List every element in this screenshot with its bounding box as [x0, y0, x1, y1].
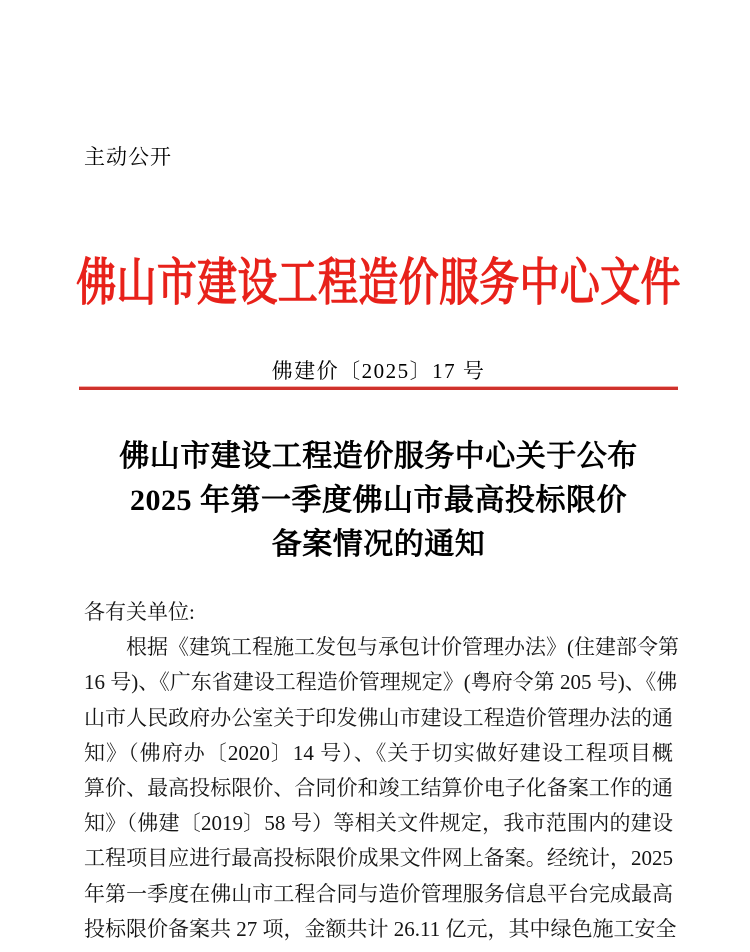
body-line: 16 号)、《广东省建设工程造价管理规定》(粤府令第 205 号)、《佛 [84, 670, 678, 695]
disclosure-label: 主动公开 [84, 146, 172, 169]
body-line: 投标限价备案共 27 项，金额共计 26.11 亿元，其中绿色施工安全 [84, 916, 677, 941]
notice-body [84, 595, 679, 947]
body-line: 工程项目应进行最高投标限价成果文件网上备案。经统计，2025 [84, 846, 673, 871]
notice-title-line-1: 佛山市建设工程造价服务中心关于公布 [119, 440, 638, 473]
body-line: 算价、最高投标限价、合同价和竣工结算价电子化备案工作的通 [84, 776, 673, 801]
agency-title-wrap [76, 254, 681, 312]
notice-title [80, 435, 677, 567]
red-divider-rule [79, 387, 678, 390]
body-line: 知》（佛府办〔2020〕14 号）、《关于切实做好建设工程项目概 [84, 740, 673, 765]
salutation: 各有关单位: [84, 600, 195, 624]
body-line: 根据《建筑工程施工发包与承包计价管理办法》(住建部令第 [84, 635, 679, 660]
notice-title-line-2: 2025 年第一季度佛山市最高投标限价 [130, 484, 627, 517]
body-line: 山市人民政府办公室关于印发佛山市建设工程造价管理办法的通 [84, 705, 673, 730]
body-line: 知》（佛建〔2019〕58 号）等相关文件规定，我市范围内的建设 [84, 811, 673, 836]
body-line: 年第一季度在佛山市工程合同与造价管理服务信息平台完成最高 [84, 881, 673, 906]
document-number: 佛建价〔2025〕17 号 [271, 359, 486, 383]
notice-title-line-3: 备案情况的通知 [271, 528, 486, 561]
agency-red-header-title: 佛山市建设工程造价服务中心文件 [76, 254, 681, 312]
